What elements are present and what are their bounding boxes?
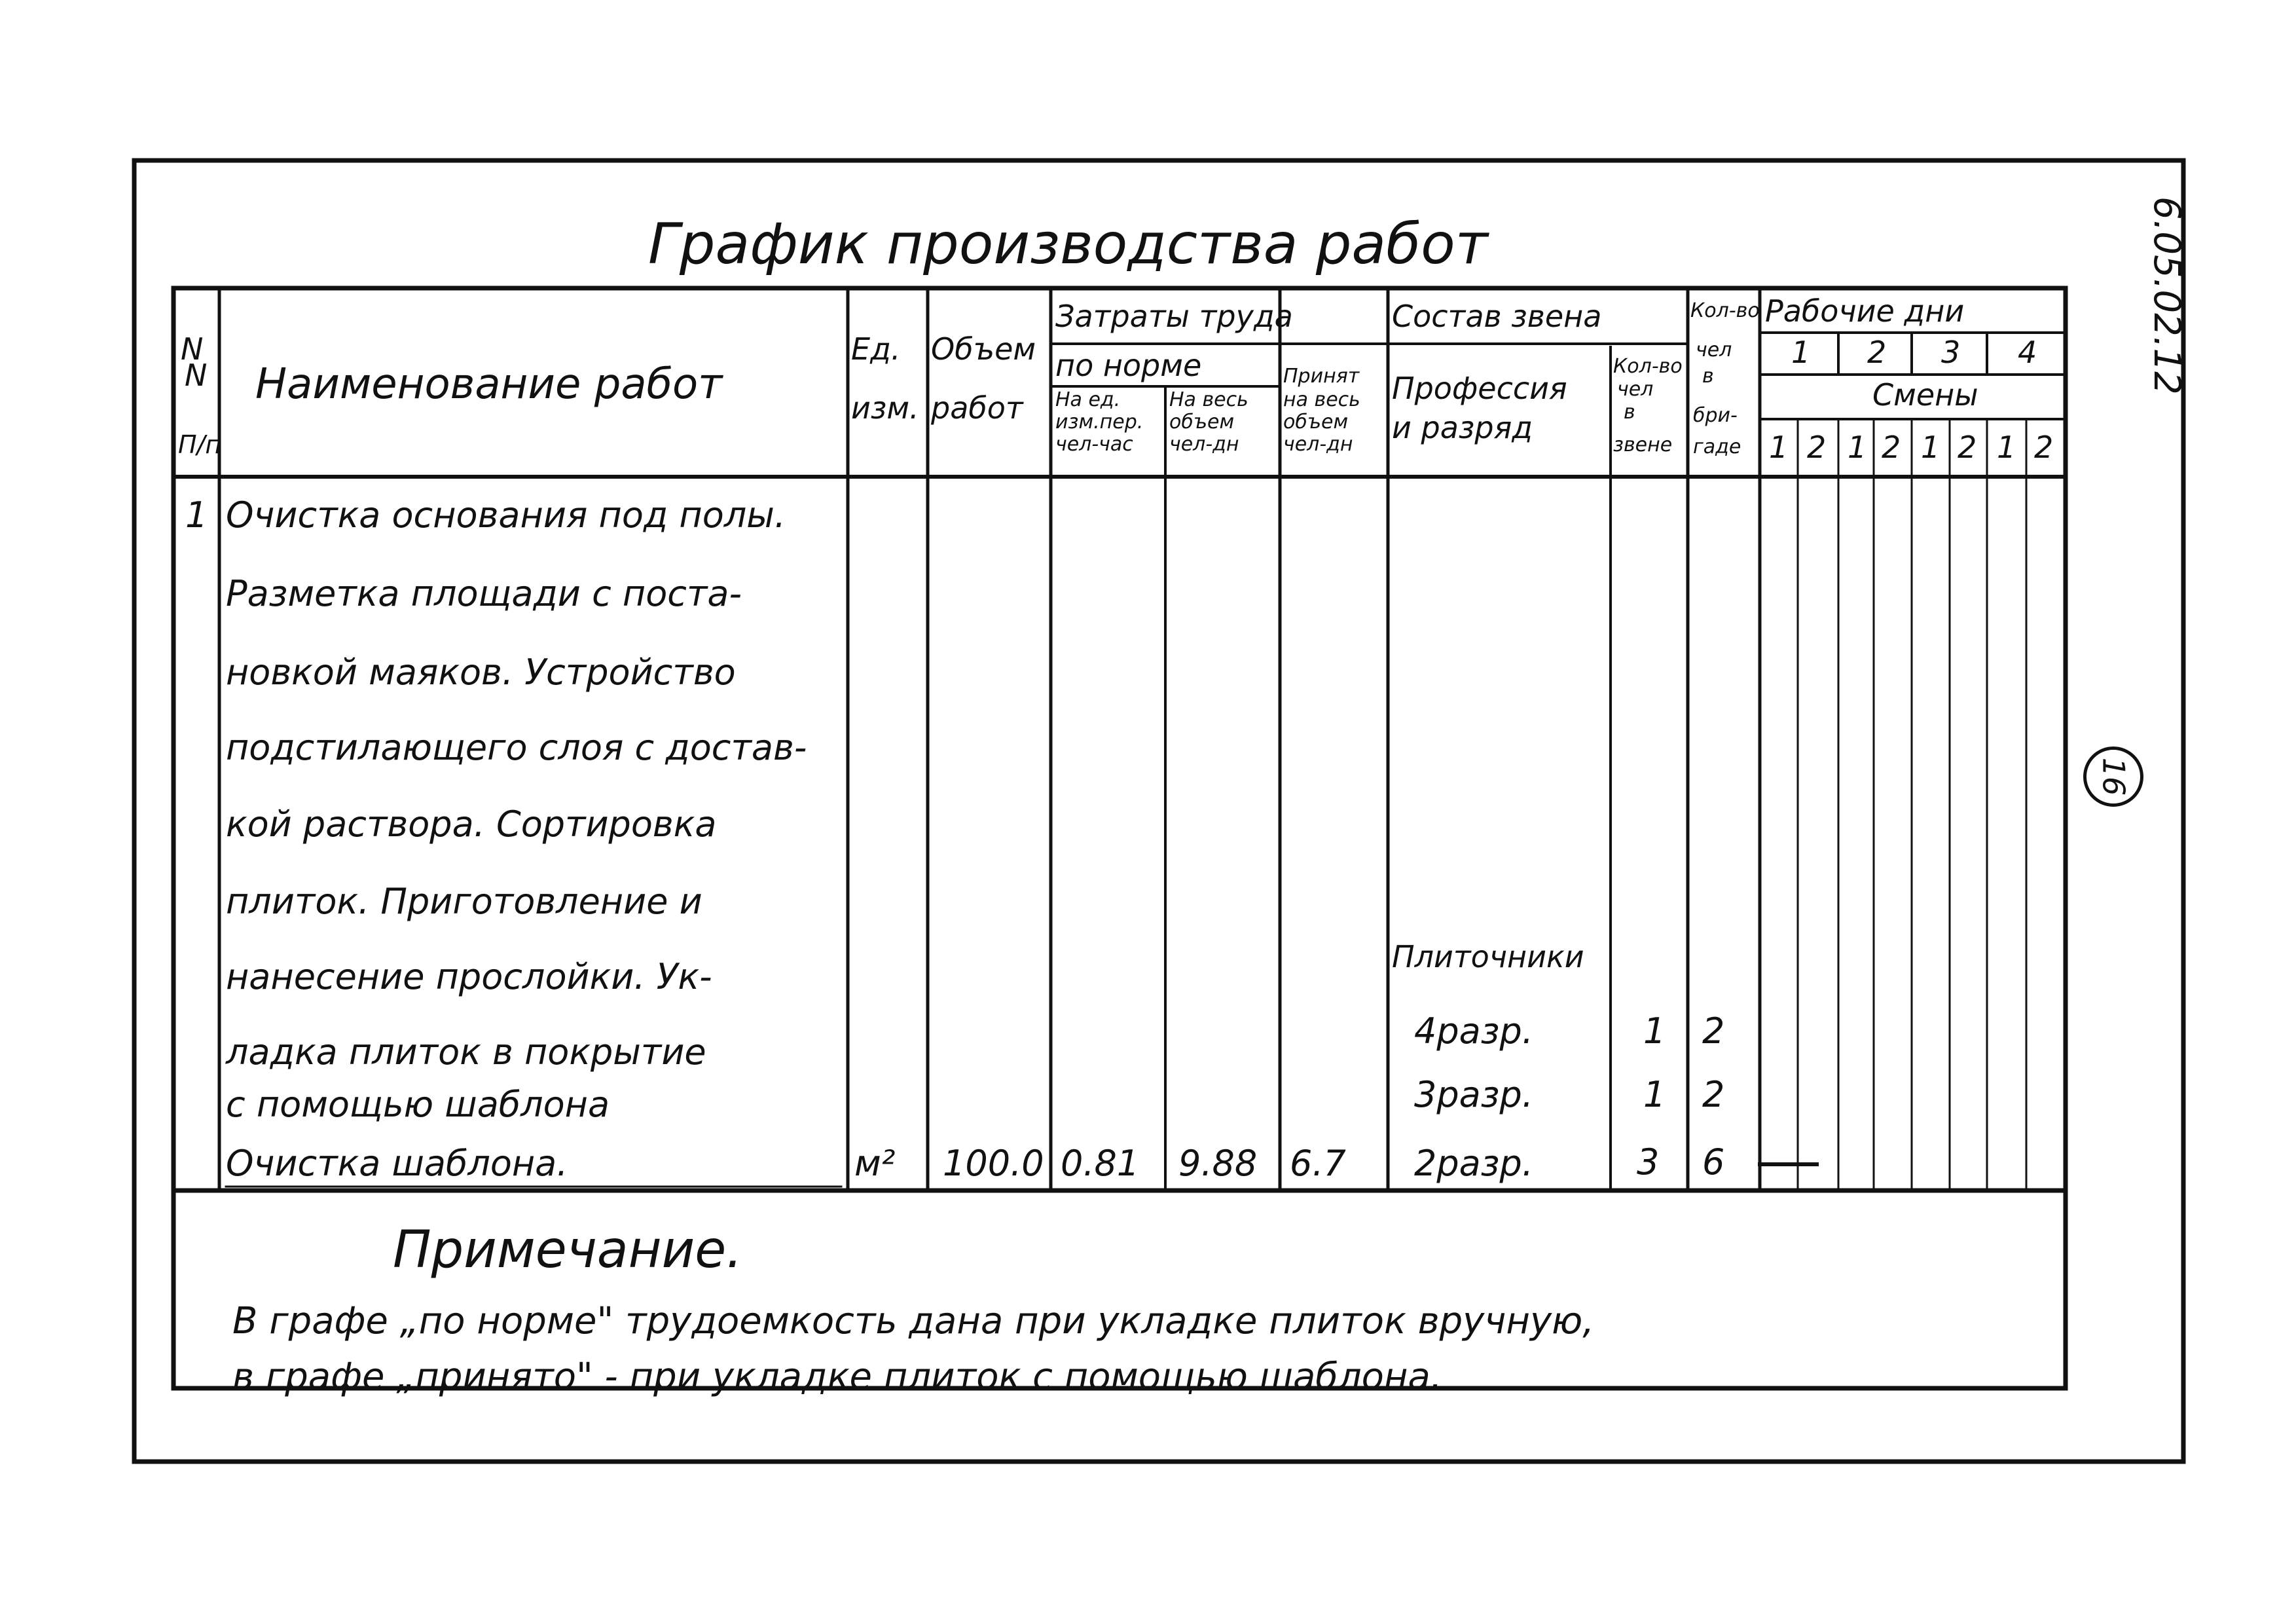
row-accepted: 6.7 [1290, 1143, 1346, 1184]
header-by-norm: по норме [1055, 348, 1202, 383]
header-shifts: Смены [1872, 377, 1978, 413]
header-volume-2: работ [931, 390, 1023, 426]
header-volume-1: Объем [931, 331, 1036, 367]
header-qty-brigade-5: гаде [1693, 435, 1741, 458]
row-name-line: нанесение прослойки. Ук- [226, 956, 712, 997]
row-profession: 2разр. [1414, 1143, 1533, 1184]
header-shift-1: 1 [1769, 430, 1789, 465]
row-name-line: плиток. Приготовление и [226, 881, 702, 922]
row-qty-brigade: 2 [1702, 1010, 1725, 1052]
header-per-unit-1: На ед. [1055, 388, 1121, 411]
header-accepted-3: объем [1283, 411, 1349, 434]
row-per-unit: 0.81 [1061, 1143, 1140, 1184]
page-number-circle [2083, 747, 2143, 807]
row-name-line: с помощью шаблона [226, 1084, 610, 1125]
row-profession: 3разр. [1414, 1074, 1533, 1115]
header-day-3: 3 [1941, 335, 1961, 370]
header-profession-1: Профессия [1392, 371, 1567, 406]
header-per-volume-2: объем [1169, 411, 1235, 434]
header-per-unit-2: изм.пер. [1055, 411, 1144, 434]
row-volume: 100.0 [943, 1143, 1044, 1184]
row-name-line: подстилающего слоя с достав- [226, 727, 807, 768]
row-name-line: новкой маяков. Устройство [226, 652, 736, 693]
header-shift-6: 2 [1958, 430, 1977, 465]
header-shift-7: 1 [1997, 430, 2016, 465]
header-unit-1: Ед. [851, 331, 901, 367]
header-per-volume-1: На весь [1169, 388, 1248, 411]
row-name-line: Очистка основания под полы. [226, 494, 786, 536]
note-line: В графе „по норме" трудоемкость дана при укладке плиток вручную, [232, 1300, 1595, 1342]
header-qty-brigade-4: бри- [1693, 404, 1738, 427]
header-qty-brigade-2: чел [1696, 339, 1732, 361]
note-line: в графе „принято" - при укладке плиток с помощью шаблона. [232, 1356, 1442, 1398]
row-profession: 4разр. [1414, 1010, 1533, 1052]
header-per-volume-3: чел-дн [1169, 433, 1239, 456]
row-qty-link: 1 [1643, 1074, 1666, 1115]
row-name-line: Очистка шаблона. [226, 1143, 568, 1184]
header-labor: Затраты труда [1055, 299, 1293, 334]
header-qty-link-1: Кол-во [1613, 355, 1683, 378]
header-shift-5: 1 [1921, 430, 1941, 465]
header-day-1: 1 [1791, 335, 1811, 370]
row-num: 1 [185, 494, 208, 536]
row-unit: м² [854, 1143, 896, 1184]
sheet-code: 6.05.02.12 [2145, 196, 2188, 395]
header-shift-8: 2 [2034, 430, 2054, 465]
header-shift-2: 2 [1807, 430, 1827, 465]
note-title: Примечание. [393, 1221, 743, 1280]
header-day-2: 2 [1867, 335, 1887, 370]
header-unit-2: изм. [851, 390, 919, 426]
row-qty-brigade: 6 [1702, 1141, 1725, 1183]
header-day-4: 4 [2018, 335, 2037, 370]
header-per-unit-3: чел-час [1055, 433, 1133, 456]
header-qty-brigade-1: Кол-во [1690, 299, 1760, 322]
header-name: Наименование работ [255, 360, 723, 409]
header-crew: Состав звена [1392, 299, 1602, 334]
row-name-line: Разметка площади с поста- [226, 573, 742, 614]
header-qty-link-2: чел [1617, 378, 1654, 401]
header-num-3: П/п [178, 430, 222, 459]
header-accepted-2: на весь [1283, 388, 1360, 411]
header-num-2: N [185, 358, 208, 393]
header-accepted-4: чел-дн [1283, 433, 1353, 456]
header-num-1: N [181, 331, 204, 367]
header-qty-brigade-3: в [1702, 365, 1714, 388]
row-qty-brigade: 2 [1702, 1074, 1725, 1115]
header-accepted-1: Принят [1283, 365, 1360, 388]
page-number: 16 [2095, 757, 2131, 796]
header-profession-2: и разряд [1392, 410, 1533, 445]
row-qty-link: 3 [1637, 1141, 1660, 1183]
row-per-volume: 9.88 [1178, 1143, 1258, 1184]
header-qty-link-4: звене [1613, 434, 1673, 456]
header-work-days: Рабочие дни [1765, 293, 1965, 329]
row-qty-link: 1 [1643, 1010, 1666, 1052]
header-shift-3: 1 [1848, 430, 1867, 465]
row-profession: Плиточники [1392, 939, 1584, 974]
page-title: График производства работ [648, 212, 1488, 277]
header-qty-link-3: в [1624, 401, 1635, 424]
header-shift-4: 2 [1882, 430, 1901, 465]
row-name-line: ладка плиток в покрытие [226, 1031, 706, 1073]
row-name-line: кой раствора. Сортировка [226, 803, 717, 845]
